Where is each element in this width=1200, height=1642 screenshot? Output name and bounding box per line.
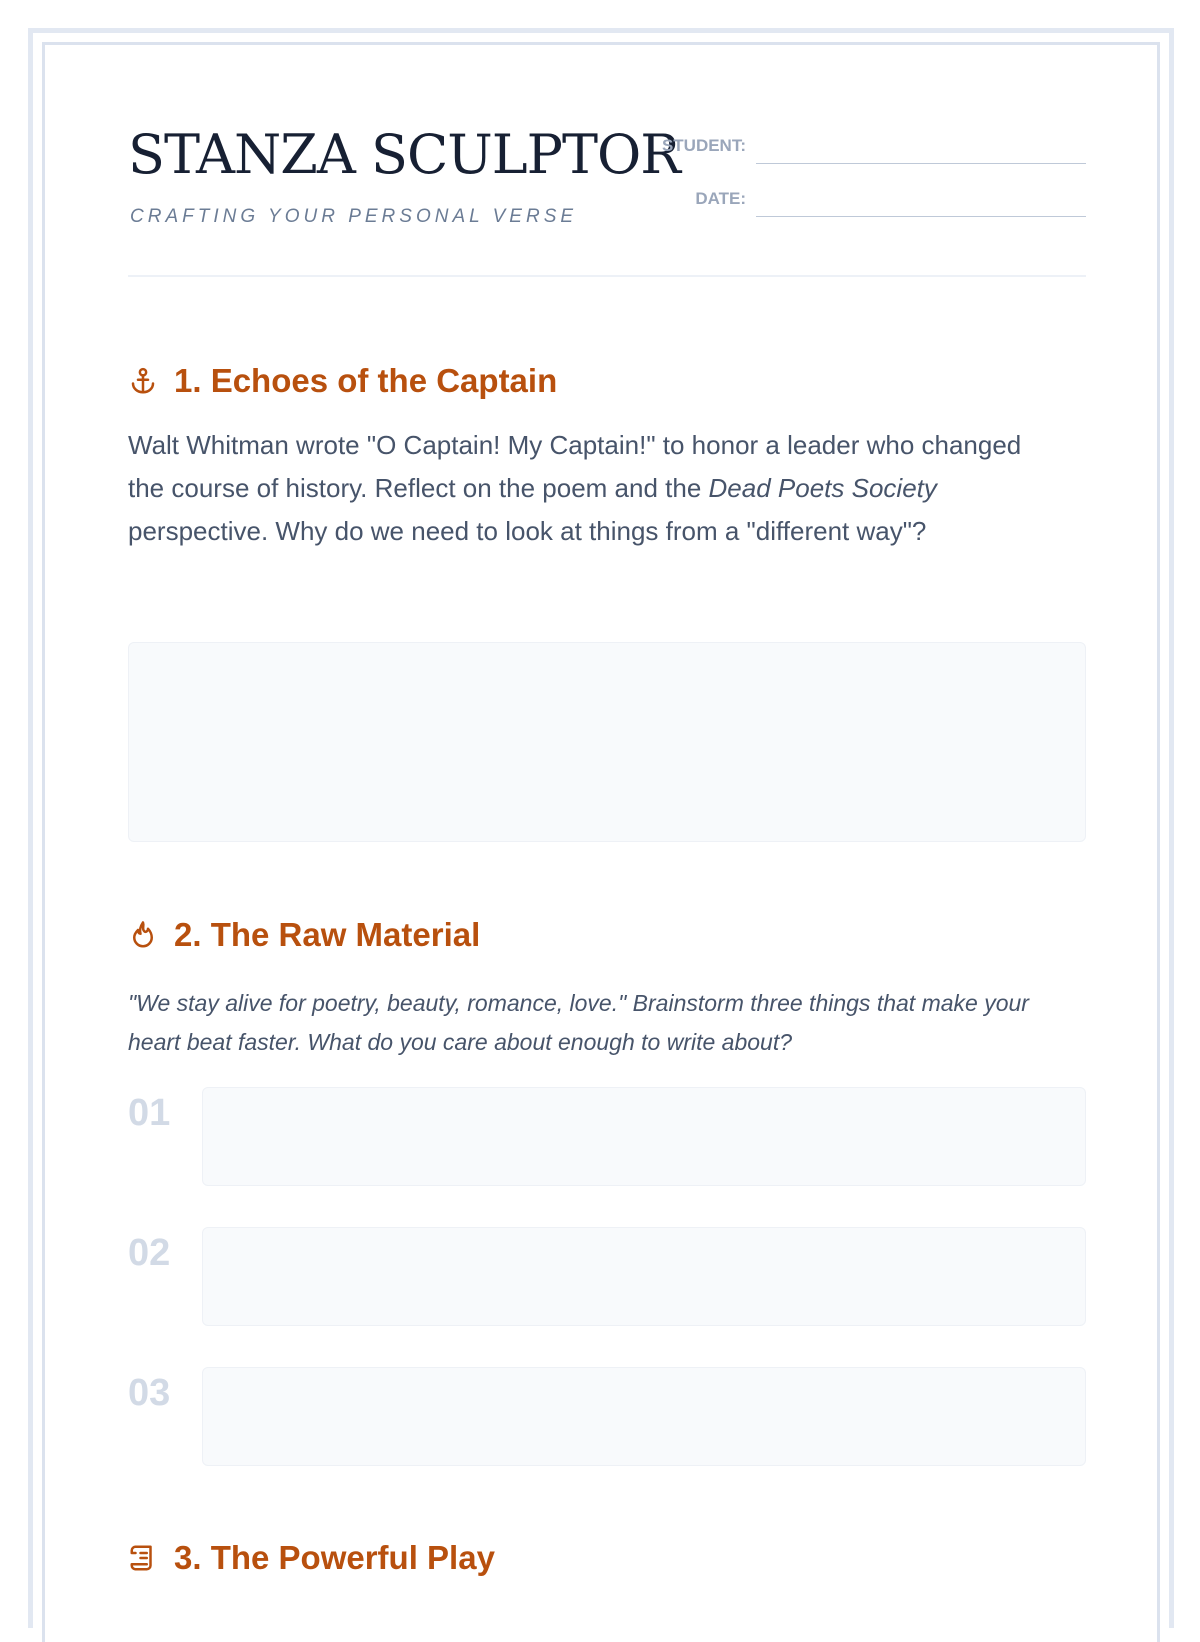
anchor-icon xyxy=(128,366,158,396)
item-number-1: 01 xyxy=(128,1092,171,1134)
student-label: STUDENT: xyxy=(661,136,746,155)
section-2-title-text: 2. The Raw Material xyxy=(174,916,481,953)
scroll-icon xyxy=(128,1543,158,1573)
page-title: STANZA SCULPTOR xyxy=(128,123,680,186)
header-divider xyxy=(128,275,1086,277)
student-field[interactable] xyxy=(756,163,1086,164)
page-subtitle: CRAFTING YOUR PERSONAL VERSE xyxy=(130,206,578,227)
section-3-title-text: 3. The Powerful Play xyxy=(174,1539,495,1576)
section-1-prompt-text-end: perspective. Why do we need to look at things from a "different way"? xyxy=(128,516,927,546)
brainstorm-field-3[interactable] xyxy=(202,1367,1086,1466)
flame-icon xyxy=(128,920,158,950)
item-number-2: 02 xyxy=(128,1232,171,1274)
brainstorm-field-1[interactable] xyxy=(202,1087,1086,1186)
section-1-prompt xyxy=(128,424,1028,553)
date-field[interactable] xyxy=(756,216,1086,217)
section-1-title xyxy=(128,362,557,400)
item-number-3: 03 xyxy=(128,1372,171,1414)
date-label: DATE: xyxy=(695,189,746,208)
section-2-prompt: "We stay alive for poetry, beauty, romance, love." Brainstorm three things that make your heart beat faster. What do you care about enough to write about? xyxy=(128,990,1029,1055)
brainstorm-field-2[interactable] xyxy=(202,1227,1086,1326)
section-1-title-text: 1. Echoes of the Captain xyxy=(174,362,558,399)
section-2-title xyxy=(128,916,480,954)
section-1-answer-box[interactable] xyxy=(128,642,1086,842)
section-1-prompt-text: Walt Whitman wrote "O Captain! My Captain!" to honor a leader who changed the course of history. Reflect on the poem and the xyxy=(128,430,1022,503)
section-3-title xyxy=(128,1539,495,1577)
section-1-prompt-film-title: Dead Poets Society xyxy=(708,473,937,503)
